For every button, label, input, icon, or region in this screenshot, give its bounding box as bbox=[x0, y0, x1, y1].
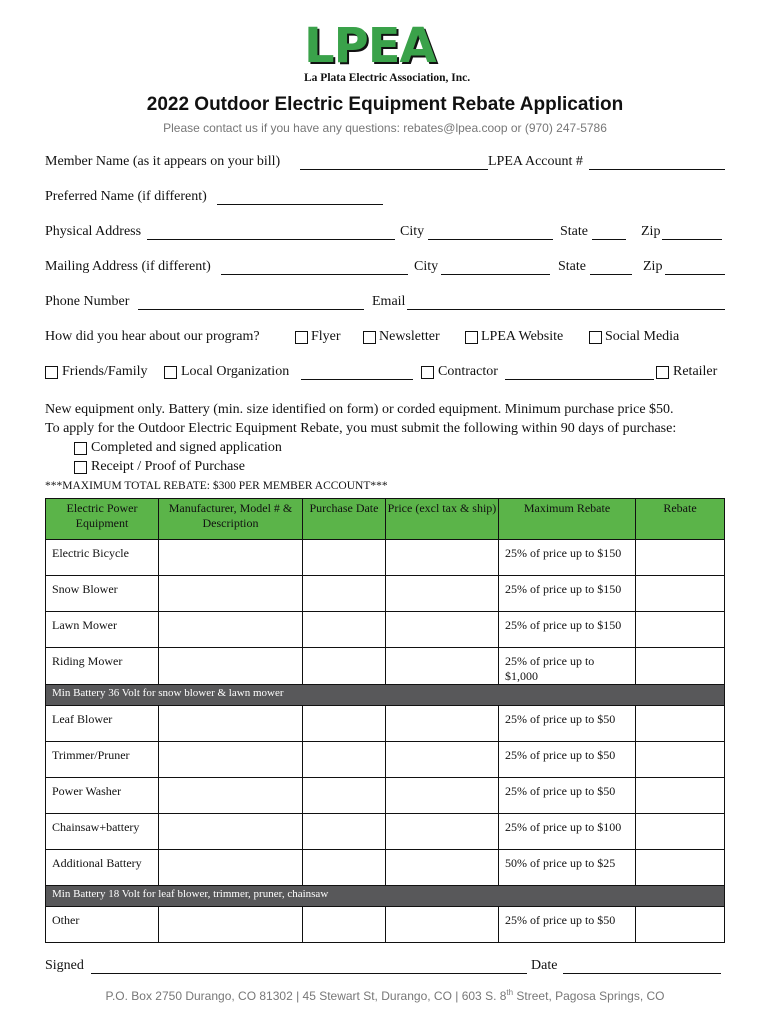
price-cell[interactable] bbox=[386, 540, 499, 576]
account-label: LPEA Account # bbox=[488, 154, 583, 169]
phone-field[interactable] bbox=[138, 309, 364, 310]
max-rebate-cell: 25% of price up to $50 bbox=[499, 706, 636, 742]
contractor-checkbox[interactable] bbox=[421, 366, 434, 379]
price-cell[interactable] bbox=[386, 612, 499, 648]
max-rebate-cell: 25% of price up to $100 bbox=[499, 814, 636, 850]
col-header-manufacturer: Manufacturer, Model # & Description bbox=[159, 499, 303, 540]
table-note-row bbox=[46, 886, 725, 907]
table-note-row bbox=[46, 685, 725, 706]
equipment-cell: Electric Bicycle bbox=[46, 540, 159, 576]
col-header-rebate: Rebate bbox=[636, 499, 725, 540]
purchase-date-cell[interactable] bbox=[303, 907, 386, 943]
row-preferred-name bbox=[45, 189, 725, 209]
table-row bbox=[46, 648, 725, 685]
flyer-label: Flyer bbox=[311, 329, 341, 344]
lpea-website-checkbox[interactable] bbox=[465, 331, 478, 344]
application-label: Completed and signed application bbox=[91, 440, 282, 455]
price-cell[interactable] bbox=[386, 706, 499, 742]
col-header-max-rebate: Maximum Rebate bbox=[499, 499, 636, 540]
receipt-label: Receipt / Proof of Purchase bbox=[91, 459, 245, 474]
date-field[interactable] bbox=[563, 973, 721, 974]
rebate-cell[interactable] bbox=[636, 850, 725, 886]
price-cell[interactable] bbox=[386, 576, 499, 612]
purchase-date-cell[interactable] bbox=[303, 612, 386, 648]
mailing-city-label: City bbox=[414, 259, 439, 274]
manufacturer-cell[interactable] bbox=[159, 576, 303, 612]
equipment-cell: Snow Blower bbox=[46, 576, 159, 612]
battery-note-36v: Min Battery 36 Volt for snow blower & lawn mower bbox=[46, 685, 725, 706]
manufacturer-cell[interactable] bbox=[159, 742, 303, 778]
mailing-zip-field[interactable] bbox=[665, 274, 725, 275]
physical-zip-field[interactable] bbox=[662, 239, 722, 240]
equipment-cell: Lawn Mower bbox=[46, 612, 159, 648]
purchase-date-cell[interactable] bbox=[303, 742, 386, 778]
equipment-cell: Additional Battery bbox=[46, 850, 159, 886]
local-organization-field[interactable] bbox=[301, 379, 413, 380]
max-rebate-cell: 50% of price up to $25 bbox=[499, 850, 636, 886]
manufacturer-cell[interactable] bbox=[159, 648, 303, 685]
max-rebate-cell: 25% of price up to $50 bbox=[499, 778, 636, 814]
lpea-logo bbox=[300, 20, 470, 84]
manufacturer-cell[interactable] bbox=[159, 612, 303, 648]
mailing-city-field[interactable] bbox=[441, 274, 550, 275]
purchase-date-cell[interactable] bbox=[303, 814, 386, 850]
row-physical-address bbox=[45, 224, 725, 244]
member-name-label: Member Name (as it appears on your bill) bbox=[45, 154, 281, 169]
signature-field[interactable] bbox=[91, 973, 527, 974]
physical-city-label: City bbox=[400, 224, 425, 239]
price-cell[interactable] bbox=[386, 907, 499, 943]
row-mailing-address bbox=[45, 259, 725, 279]
rebate-cell[interactable] bbox=[636, 907, 725, 943]
mailing-state-field[interactable] bbox=[590, 274, 632, 275]
physical-state-label: State bbox=[560, 224, 588, 239]
table-row bbox=[46, 612, 725, 648]
contractor-label: Contractor bbox=[438, 364, 498, 379]
equipment-cell: Riding Mower bbox=[46, 648, 159, 685]
col-header-equipment: Electric Power Equipment bbox=[46, 499, 159, 540]
rebate-cell[interactable] bbox=[636, 540, 725, 576]
local-organization-label: Local Organization bbox=[181, 364, 290, 379]
manufacturer-cell[interactable] bbox=[159, 778, 303, 814]
requirement-application bbox=[74, 440, 374, 460]
signed-label: Signed bbox=[45, 958, 84, 973]
instructions-line-1: New equipment only. Battery (min. size identified on form) or corded equipment. Minimum purchase price $50. bbox=[45, 402, 674, 417]
mailing-address-field[interactable] bbox=[221, 274, 408, 275]
physical-state-field[interactable] bbox=[592, 239, 626, 240]
friends-family-label: Friends/Family bbox=[62, 364, 148, 379]
equipment-table bbox=[45, 498, 725, 943]
equipment-cell: Other bbox=[46, 907, 159, 943]
rebate-cell[interactable] bbox=[636, 576, 725, 612]
max-rebate-cell: 25% of price up to $50 bbox=[499, 742, 636, 778]
purchase-date-cell[interactable] bbox=[303, 576, 386, 612]
price-cell[interactable] bbox=[386, 742, 499, 778]
table-row bbox=[46, 907, 725, 943]
table-row bbox=[46, 576, 725, 612]
col-header-purchase-date: Purchase Date bbox=[303, 499, 386, 540]
price-cell[interactable] bbox=[386, 850, 499, 886]
logo-mark: LPEA bbox=[304, 18, 436, 74]
equipment-cell: Chainsaw+battery bbox=[46, 814, 159, 850]
footer-address bbox=[0, 988, 770, 1003]
table-header-row bbox=[46, 499, 725, 540]
account-field[interactable] bbox=[589, 169, 725, 170]
equipment-cell: Leaf Blower bbox=[46, 706, 159, 742]
equipment-cell: Power Washer bbox=[46, 778, 159, 814]
manufacturer-cell[interactable] bbox=[159, 907, 303, 943]
row-member-name bbox=[45, 154, 725, 174]
purchase-date-cell[interactable] bbox=[303, 706, 386, 742]
footer-address-main: P.O. Box 2750 Durango, CO 81302 | 45 Stewart St, Durango, CO | 603 S. 8 bbox=[105, 989, 507, 1003]
physical-address-label: Physical Address bbox=[45, 224, 142, 239]
rebate-cell[interactable] bbox=[636, 778, 725, 814]
contact-line: Please contact us if you have any questions: rebates@lpea.coop or (970) 247-5786 bbox=[163, 121, 607, 135]
contractor-field[interactable] bbox=[505, 379, 654, 380]
purchase-date-cell[interactable] bbox=[303, 648, 386, 685]
preferred-name-field[interactable] bbox=[217, 204, 383, 205]
rebate-cell[interactable] bbox=[636, 742, 725, 778]
rebate-cell[interactable] bbox=[636, 814, 725, 850]
mailing-address-label: Mailing Address (if different) bbox=[45, 259, 211, 274]
max-rebate-cell: 25% of price up to $150 bbox=[499, 612, 636, 648]
purchase-date-cell[interactable] bbox=[303, 540, 386, 576]
row-phone-email bbox=[45, 294, 725, 314]
rebate-cell[interactable] bbox=[636, 612, 725, 648]
price-cell[interactable] bbox=[386, 814, 499, 850]
manufacturer-cell[interactable] bbox=[159, 540, 303, 576]
retailer-label: Retailer bbox=[673, 364, 718, 379]
lpea-website-label: LPEA Website bbox=[481, 329, 564, 344]
table-row bbox=[46, 540, 725, 576]
manufacturer-cell[interactable] bbox=[159, 814, 303, 850]
purchase-date-cell[interactable] bbox=[303, 850, 386, 886]
physical-zip-label: Zip bbox=[641, 224, 661, 239]
col-header-price: Price (excl tax & ship) bbox=[386, 499, 499, 540]
receipt-checkbox[interactable] bbox=[74, 461, 87, 474]
phone-label: Phone Number bbox=[45, 294, 130, 309]
max-rebate-note: ***MAXIMUM TOTAL REBATE: $300 PER MEMBER ACCOUNT*** bbox=[45, 480, 388, 492]
hear-question: How did you hear about our program? bbox=[45, 329, 260, 344]
logo-subtitle: La Plata Electric Association, Inc. bbox=[304, 72, 471, 84]
max-rebate-cell: 25% of price up to $150 bbox=[499, 540, 636, 576]
manufacturer-cell[interactable] bbox=[159, 850, 303, 886]
retailer-checkbox[interactable] bbox=[656, 366, 669, 379]
newsletter-label: Newsletter bbox=[379, 329, 440, 344]
application-checkbox[interactable] bbox=[74, 442, 87, 455]
preferred-name-label: Preferred Name (if different) bbox=[45, 189, 207, 204]
member-name-field[interactable] bbox=[300, 169, 488, 170]
table-row bbox=[46, 778, 725, 814]
table-row bbox=[46, 706, 725, 742]
newsletter-checkbox[interactable] bbox=[363, 331, 376, 344]
instructions-line-2: To apply for the Outdoor Electric Equipment Rebate, you must submit the following within 90 days of purchase: bbox=[45, 421, 677, 436]
mailing-state-label: State bbox=[558, 259, 586, 274]
battery-note-18v: Min Battery 18 Volt for leaf blower, trimmer, pruner, chainsaw bbox=[46, 886, 725, 907]
row-hear-about-2 bbox=[45, 364, 725, 384]
max-rebate-cell: 25% of price up to $50 bbox=[499, 907, 636, 943]
max-rebate-cell: 25% of price up to $1,000 bbox=[499, 648, 636, 685]
price-cell[interactable] bbox=[386, 648, 499, 685]
friends-family-checkbox[interactable] bbox=[45, 366, 58, 379]
purchase-date-cell[interactable] bbox=[303, 778, 386, 814]
page-title: 2022 Outdoor Electric Equipment Rebate Application bbox=[146, 94, 624, 115]
physical-address-field[interactable] bbox=[147, 239, 395, 240]
flyer-checkbox[interactable] bbox=[295, 331, 308, 344]
social-media-checkbox[interactable] bbox=[589, 331, 602, 344]
manufacturer-cell[interactable] bbox=[159, 706, 303, 742]
social-media-label: Social Media bbox=[605, 329, 680, 344]
table-row bbox=[46, 814, 725, 850]
email-label: Email bbox=[372, 294, 406, 309]
price-cell[interactable] bbox=[386, 778, 499, 814]
table-row bbox=[46, 850, 725, 886]
table-row bbox=[46, 742, 725, 778]
local-organization-checkbox[interactable] bbox=[164, 366, 177, 379]
footer-address-end: Street, Pagosa Springs, CO bbox=[513, 989, 665, 1003]
equipment-cell: Trimmer/Pruner bbox=[46, 742, 159, 778]
row-hear-about bbox=[45, 329, 725, 349]
max-rebate-cell: 25% of price up to $150 bbox=[499, 576, 636, 612]
rebate-cell[interactable] bbox=[636, 706, 725, 742]
date-label: Date bbox=[531, 958, 558, 973]
physical-city-field[interactable] bbox=[428, 239, 553, 240]
email-field[interactable] bbox=[407, 309, 725, 310]
requirement-receipt bbox=[74, 459, 374, 479]
signature-row bbox=[45, 958, 725, 978]
rebate-cell[interactable] bbox=[636, 648, 725, 685]
mailing-zip-label: Zip bbox=[643, 259, 663, 274]
footer-address-ordinal: th bbox=[506, 988, 514, 997]
